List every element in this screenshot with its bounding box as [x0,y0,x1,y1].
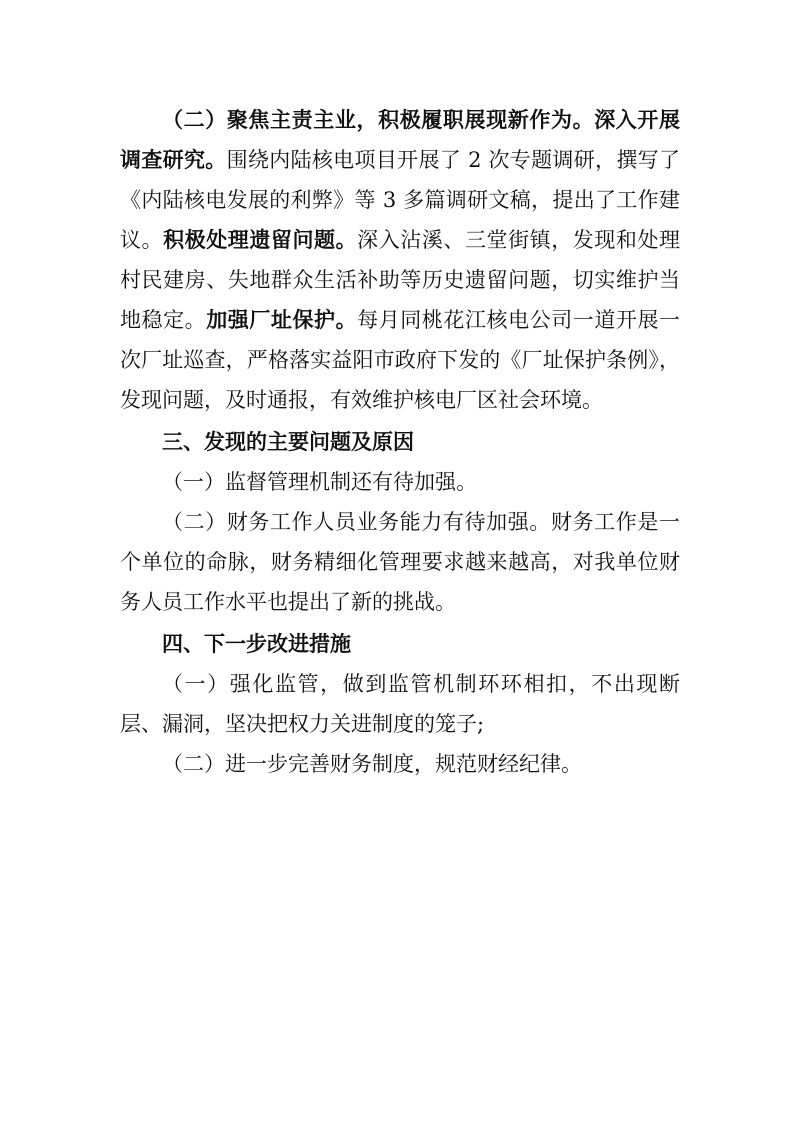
document-body [120,100,680,784]
section-4-point-2: （二）进一步完善财务制度，规范财经纪律。 [162,752,582,776]
section-3-point-1: （一）监督管理机制还有待加强。 [162,470,477,494]
item-site-heading: 加强厂址保护。 [206,307,358,332]
item-legacy-text: 深入沾溪、三堂街镇，发现和处理村民建房、失地群众生活补助等历史遗留问题，切实维护当地稳定。 [120,228,681,332]
section-4-heading: 四、下一步改进措施 [162,632,351,656]
paragraph-section-2-2 [120,100,680,420]
section-2-2-heading: （二）聚焦主责主业，积极履职展现新作为。 [162,107,595,132]
item-research-text: 围绕内陆核电项目开展了 2 次专题调研，撰写了《内陆核电发展的利弊》等 3 多篇调研文稿，提出了工作建议。 [120,148,680,252]
item-site-text: 每月同桃花江核电公司一道开展一次厂址巡查，严格落实益阳市政府下发的《厂址保护条例》，发现问题，及时通报，有效维护核电厂区社会环境。 [120,308,681,412]
section-4-point-1: （一）强化监管，做到监管机制环环相扣，不出现断层、漏洞，坚决把权力关进制度的笼子; [120,672,680,736]
section-3-point-2: （二）财务工作人员业务能力有待加强。财务工作是一个单位的命脉，财务精细化管理要求越来越高，对我单位财务人员工作水平也提出了新的挑战。 [120,510,680,614]
item-research-heading: 深入开展调查研究。 [120,107,681,172]
item-legacy-heading: 积极处理遗留问题。 [163,227,358,252]
section-3-heading: 三、发现的主要问题及原因 [162,430,414,454]
